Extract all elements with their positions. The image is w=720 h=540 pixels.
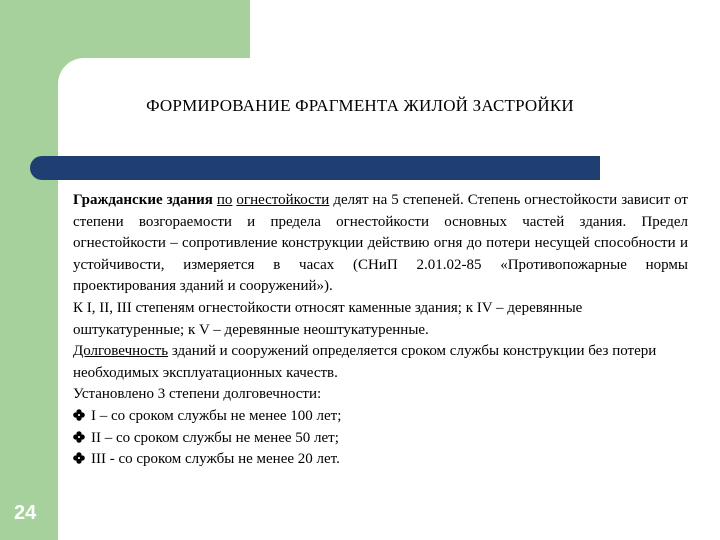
list-item [73,449,688,471]
clover-bullet-icon [73,452,85,464]
list-item [73,406,688,428]
page-number: 24 [14,502,37,524]
bullet-text: III - со сроком службы не менее 20 лет. [91,451,340,468]
term-durability: Долговечность [73,343,169,360]
term-fire-resistance: огнестойкости [236,192,330,208]
slide-title: ФОРМИРОВАНИЕ ФРАГМЕНТА ЖИЛОЙ ЗАСТРОЙКИ [146,96,574,115]
paragraph3-text: зданий и сооружений определяется сроком службы конструкции без потери необходимых эксплуатационных качеств. [73,343,657,381]
word-po: по [216,192,233,208]
paragraph-durability-degrees: Установлено 3 степени долговечности: [73,386,322,403]
term-civil-buildings: Гражданские здания [73,192,213,208]
paragraph-degrees: К I, II, III степеням огнестойкости относят каменные здания; к IV – деревянные оштукатуренные; к V – деревянные неоштукатуренные. [73,299,583,338]
bullet-text: II – со сроком службы не менее 50 лет; [91,429,339,446]
paragraph-durability [73,341,688,384]
list-item [73,428,688,450]
bullet-text: I – со сроком службы не менее 100 лет; [91,407,342,424]
clover-bullet-icon [73,409,85,421]
paragraph-fire-resistance [73,190,688,298]
slide-body [73,190,688,471]
clover-bullet-icon [73,431,85,443]
title-underline-bar [30,156,600,180]
green-side-strip [0,0,58,540]
paragraph1-text: делят на 5 степеней. Степень огнестойкости зависит от степени возгораемости и предела огнестойкости основных частей здания. Предел огнестойкости – сопротивление конструкции действию огня до потери несущей способности и устойчивости, измеряется в часах (СНиП 2.01.02-85 «Противопожарные нормы проектирования зданий и сооружений»). [73,192,688,295]
